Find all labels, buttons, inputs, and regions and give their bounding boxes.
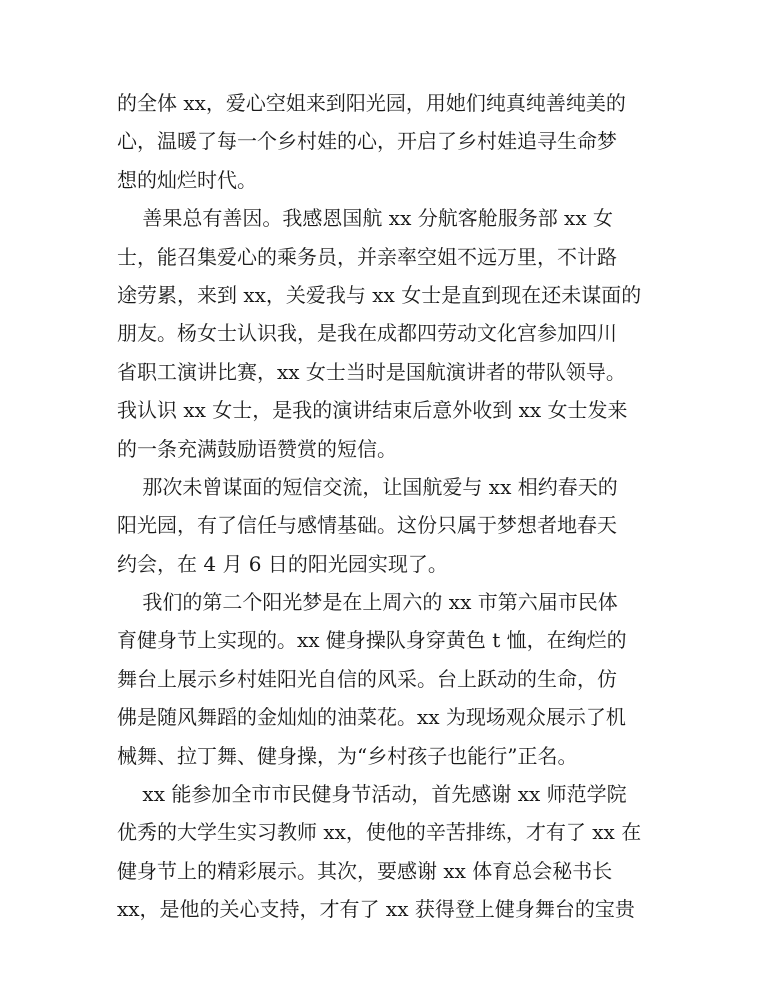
text-line: 心，温暖了每一个乡村娃的心，开启了乡村娃追寻生命梦 — [117, 129, 617, 154]
text-line: 健身节上的精彩展示。其次，要感谢 xx 体育总会秘书长 — [117, 858, 613, 883]
text-line: xx 能参加全市市民健身节活动，首先感谢 xx 师范学院 — [117, 782, 627, 807]
text-line: 士，能召集爱心的乘务员，并亲率空姐不远万里，不计路 — [117, 244, 617, 269]
text-line: xx，是他的关心支持，才有了 xx 获得登上健身舞台的宝贵 — [117, 897, 635, 922]
document-body — [117, 84, 657, 929]
text-line: 械舞、拉丁舞、健身操，为“乡村孩子也能行”正名。 — [117, 743, 578, 768]
text-line: 的全体 xx，爱心空姐来到阳光园，用她们纯真纯善纯美的 — [117, 91, 626, 115]
text-line: 我们的第二个阳光梦是在上周六的 xx 市第六届市民体 — [117, 590, 618, 615]
text-line: 善果总有善因。我感恩国航 xx 分航客舱服务部 xx 女 — [117, 206, 613, 231]
text-line: 优秀的大学生实习教师 xx，使他的辛苦排练，才有了 xx 在 — [117, 820, 642, 845]
text-line: 约会，在 4 月 6 日的阳光园实现了。 — [117, 551, 448, 576]
text-line: 省职工演讲比赛，xx 女士当时是国航演讲者的带队领导。 — [117, 359, 626, 384]
text-line: 佛是随风舞蹈的金灿灿的油菜花。xx 为现场观众展示了机 — [117, 705, 626, 730]
text-line: 那次未曾谋面的短信交流，让国航爱与 xx 相约春天的 — [117, 474, 618, 499]
text-line: 的一条充满鼓励语赞赏的短信。 — [117, 436, 397, 461]
text-line: 朋友。杨女士认识我，是我在成都四劳动文化宫参加四川 — [117, 321, 617, 346]
text-line: 我认识 xx 女士，是我的演讲结束后意外收到 xx 女士发来 — [117, 398, 628, 423]
text-line: 想的灿烂时代。 — [117, 167, 257, 192]
text-line: 育健身节上实现的。xx 健身操队身穿黄色 t 恤，在绚烂的 — [117, 628, 627, 653]
text-line: 阳光园，有了信任与感情基础。这份只属于梦想者地春天 — [117, 513, 617, 538]
text-line: 途劳累，来到 xx，关爱我与 xx 女士是直到现在还未谋面的 — [117, 282, 642, 307]
text-line: 舞台上展示乡村娃阳光自信的风采。台上跃动的生命，仿 — [117, 666, 617, 691]
